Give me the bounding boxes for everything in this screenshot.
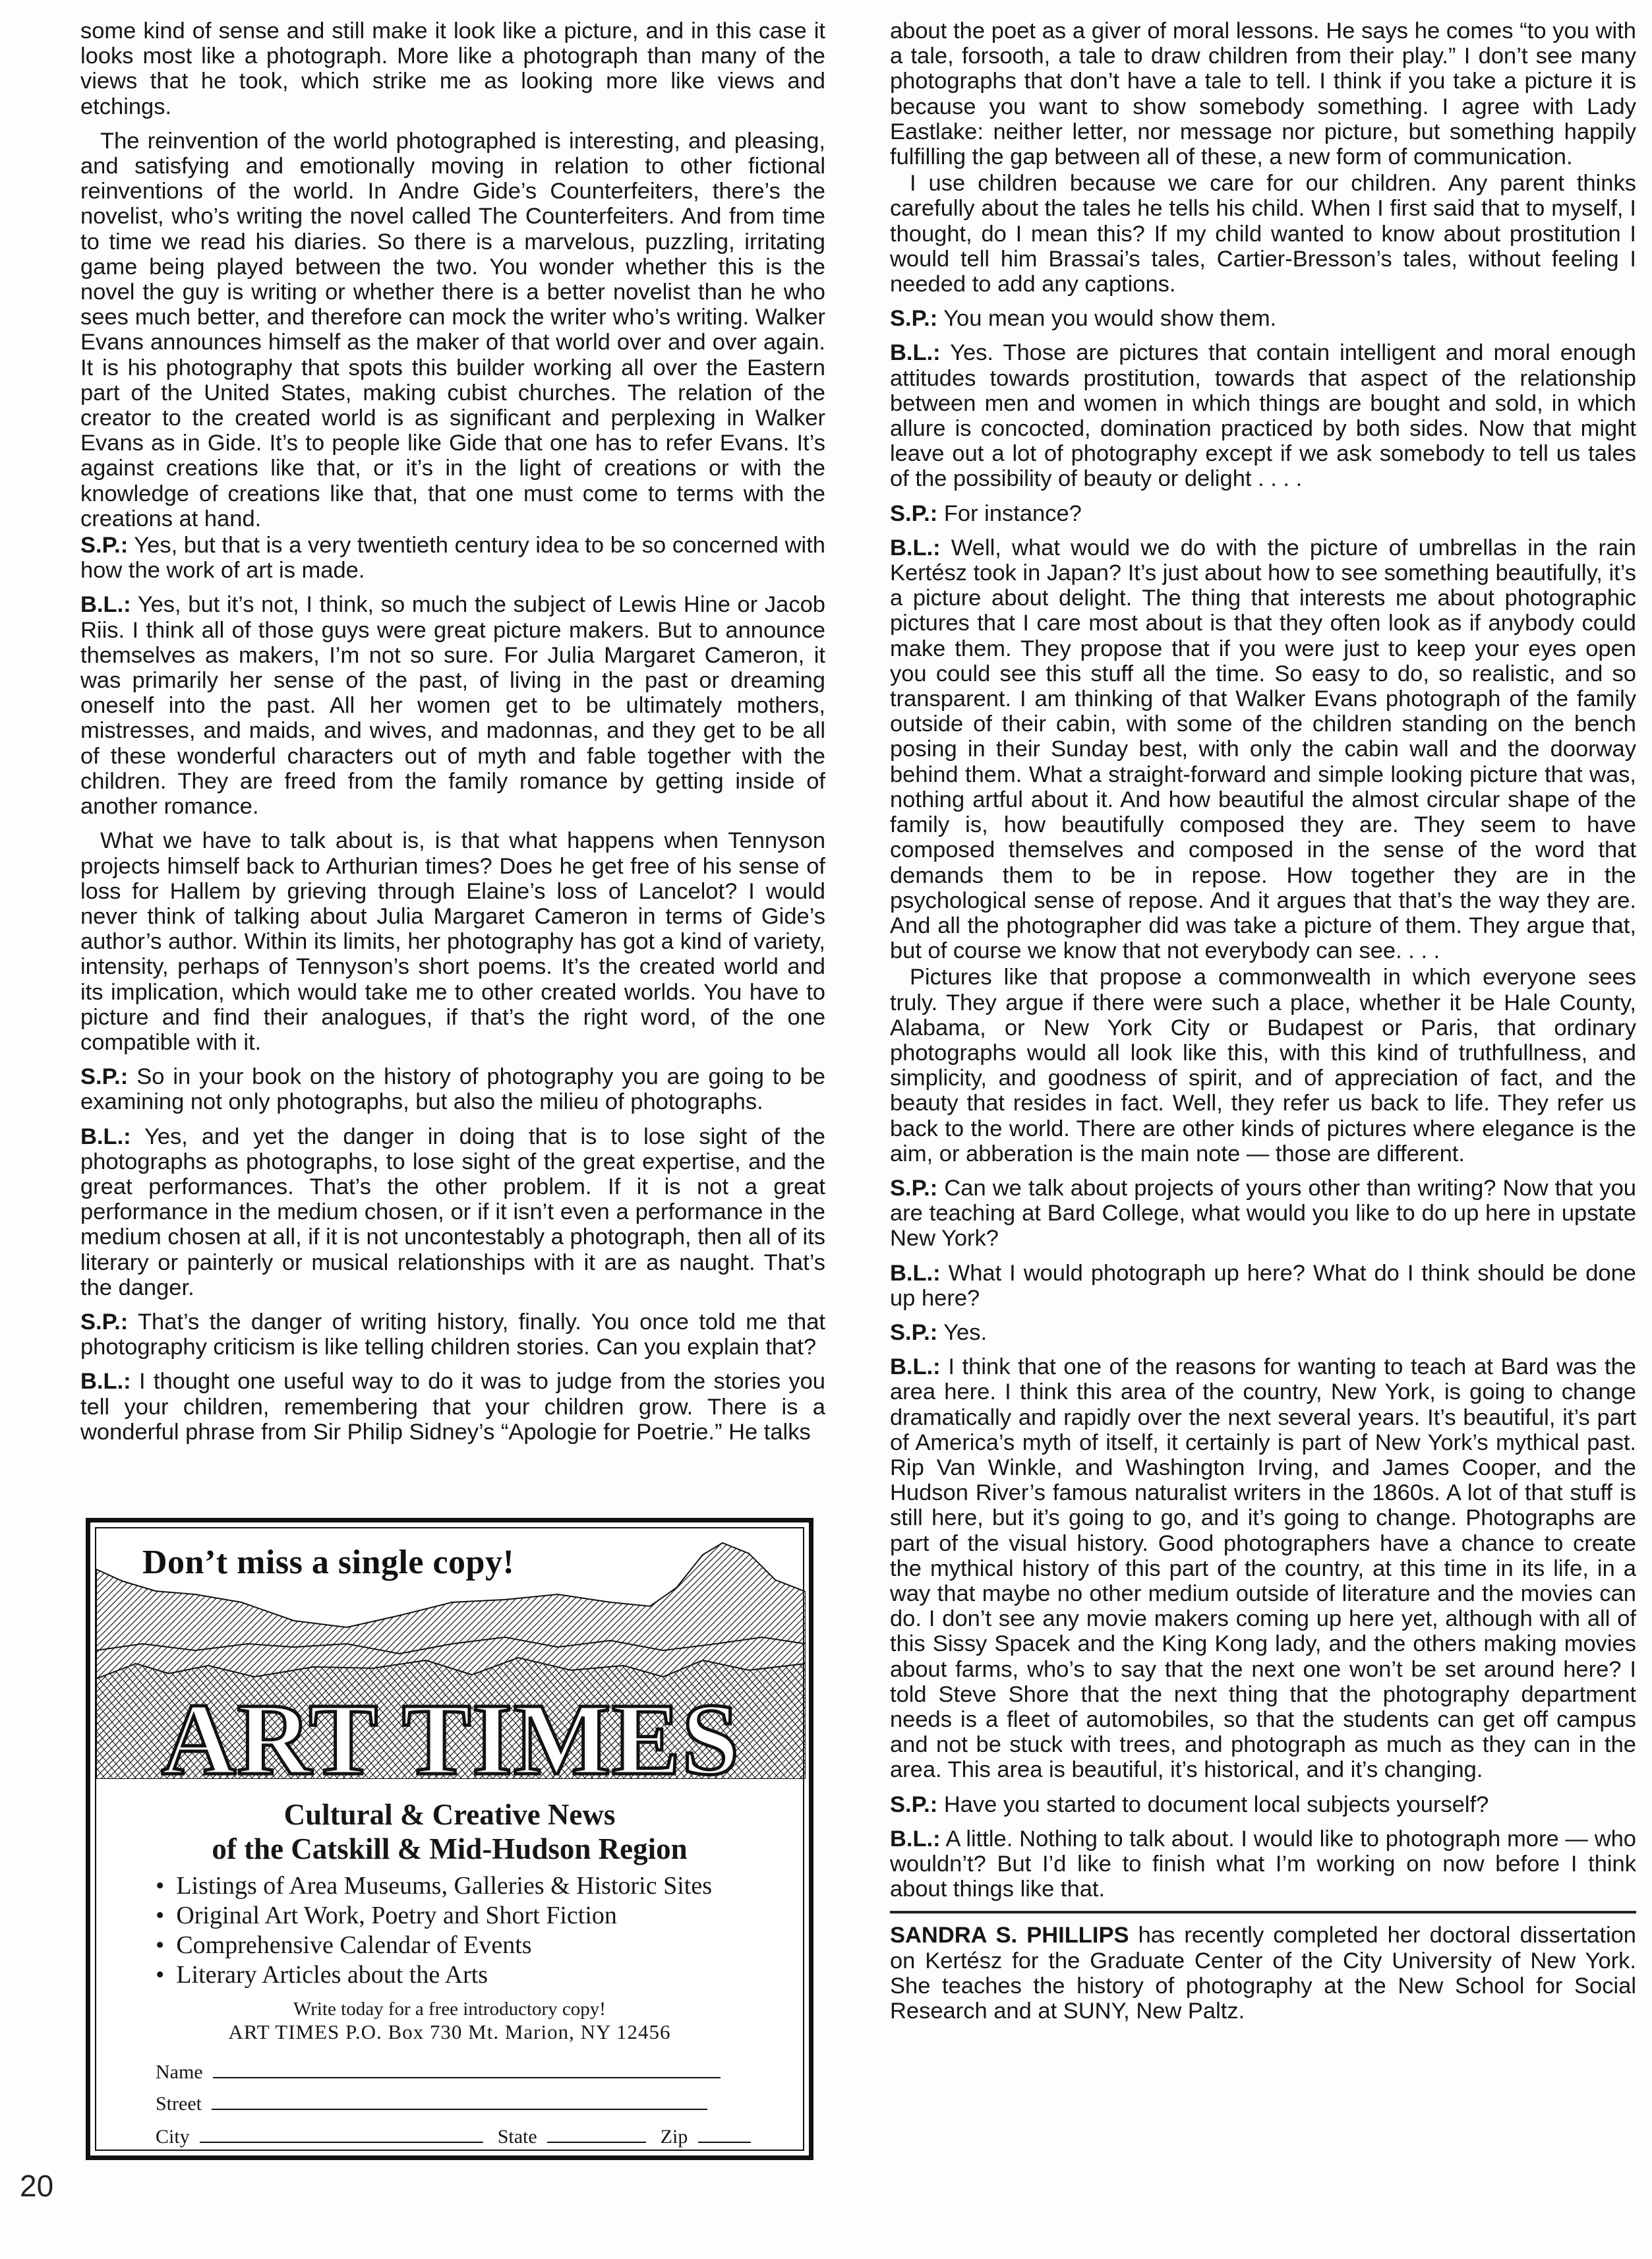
- state-line: [547, 2124, 646, 2143]
- author-name: SANDRA S. PHILLIPS: [890, 1923, 1129, 1948]
- ad-tagline: [96, 1797, 803, 1866]
- speaker-label: B.L.:: [890, 340, 941, 366]
- paragraph-text: I think that one of the reasons for wanting to teach at Bard was the area here. I think this area of the country, New York, is going to change dramatically and rapidly over the next several years. It’s beautiful, it’s part of America’s myth of itself, it certainly is part of New York’s mythical past. Rip Van Winkle, and Washington Irving, and James Cooper, and the Hudson River’s famous naturalist writers in the 1860s. A lot of that stuff is still here, but it’s going to go, and it’s going to change. Photographs are part of the visual history. Good photographers have a chance to create the mythical history of this part of the country, at this time in its life, in a way that maybe no other medium outside of literature and the movies can do. I don’t see any movie makers coming up here yet, although with all of this Sissy Spacek and the King Kong lady, and the others making movies about farms, who’s to say that the next one won’t be set around here? I told Steve Shore that the next thing that the photography department needs is a fleet of automobiles, so that the students can get off campus and not be stuck with trees, and photograph as much as they can in the area. This area is beautiful, it’s historical, and it’s changing.: [890, 1354, 1636, 1783]
- page-number: 20: [20, 2169, 54, 2203]
- paragraph-text: Yes. Those are pictures that contain intelligent and moral enough attitudes towards prostitution, towards that aspect of the relationship between men and women in which things are bought and sold, in which allure is concocted, domination practiced by both sides. Now that might leave out a lot of photography except if we ask somebody to tell us tales of the possibility of beauty or delight . . . .: [890, 340, 1636, 492]
- paragraph-text: about the poet as a giver of moral lessons. He says he comes “to you with a tale, forsooth, a tale to draw children from their play.” I don’t see many photographs that don’t have a tale to tell. I think if you take a picture it is because you want to show somebody something. I agree with Lady Eastlake: neither letter, nor message nor picture, but something happily fulfilling the gap between all of these, a new form of communication.: [890, 18, 1636, 170]
- speaker-label: S.P.:: [890, 1175, 938, 1201]
- ad-address: ART TIMES P.O. Box 730 Mt. Marion, NY 12456: [228, 2020, 671, 2043]
- form-row-city: [156, 2124, 751, 2148]
- speaker-label: B.L.:: [80, 1369, 131, 1395]
- paragraph-text: What I would photograph up here? What do I think should be done up here?: [890, 1260, 1636, 1311]
- ad-bullet-list: [156, 1871, 712, 1990]
- paragraph: [80, 592, 825, 819]
- ad-tagline-line-1: Cultural & Creative News: [283, 1798, 616, 1831]
- paragraph: [890, 1320, 1636, 1345]
- speaker-label: B.L.:: [80, 1124, 131, 1149]
- paragraph: [890, 501, 1636, 526]
- paragraph: [890, 965, 1636, 1166]
- speaker-label: B.L.:: [890, 1826, 941, 1852]
- right-column: [890, 18, 1636, 2033]
- paragraph: [890, 1261, 1636, 1311]
- speaker-label: S.P.:: [80, 533, 129, 558]
- art-times-masthead: ART TIMES: [161, 1682, 741, 1779]
- paragraph: [80, 533, 825, 583]
- form-label-street: Street: [156, 2093, 202, 2115]
- paragraph: [890, 171, 1636, 297]
- paragraph-text: Have you started to document local subjects yourself?: [943, 1792, 1489, 1817]
- paragraph: [890, 18, 1636, 169]
- speaker-label: S.P.:: [890, 1792, 938, 1817]
- speaker-label: S.P.:: [890, 306, 938, 332]
- speaker-label: B.L.:: [80, 592, 131, 618]
- form-label-zip: Zip: [660, 2126, 688, 2148]
- paragraph-text: some kind of sense and still make it look like a picture, and in this case it looks most like a photograph. More like a photograph than many of the views that he took, which strike me as looking more like views and etchings.: [80, 18, 825, 119]
- paragraph-text: Pictures like that propose a commonwealth in which everyone sees truly. They argue if there were such a place, whether it be Hale County, Alabama, or New York City or Budapest or Paris, that ordinary photographs would all look like this, with this kind of truthfullness, and simplicity, and goodness of spirit, and of appreciation of fact, and the beauty that resides in fact. Well, they refer us back to life. They refer us back to the world. There are other kinds of pictures where elegance is the aim, or abberation is the main note — those are different.: [890, 965, 1636, 1166]
- paragraph-text: Well, what would we do with the picture of umbrellas in the rain Kertész took in Japan? It’s just about how to see something beautifully, it’s a picture about delight. The thing that interests me about photographic pictures that I care most about is that they often look as if anybody could make them. They propose that if you were just to keep your eyes open you could see this stuff all the time. So easy to do, so realistic, and so transparent. I am thinking of that Walker Evans photograph of the family outside of their cabin, with some of the children standing on the bench posing in their Sunday best, with only the cabin wall and the doorway behind them. What a straight-forward and simple looking picture that was, nothing artful about it. And how beautiful the almost circular shape of the family is, how beautifully composed they are. They seem to have composed themselves and composed in the sense of the word that demands them to be in repose. How together they are in the psychological sense of repose. And it argues that that’s the way they are. And all the photographer did was take a picture of them. They argue that, but of course we know that not everybody can see. . . .: [890, 535, 1636, 964]
- paragraph-text: Yes, and yet the danger in doing that is to lose sight of the photographs as photographs, to lose sight of the great expertise, and the great performances. That’s the other problem. If it is not a great performance in the medium chosen, or if it isn’t even a performance in the medium chosen at all, if it is not uncontestably a photograph, then all of its literary or painterly or musical relationships with it are as naught. That’s the danger.: [80, 1124, 825, 1300]
- form-row-street: [156, 2092, 707, 2115]
- paragraph-text: You mean you would show them.: [943, 306, 1277, 332]
- speaker-label: S.P.:: [890, 500, 938, 526]
- ad-inner-frame: [95, 1527, 804, 2151]
- form-label-city: City: [156, 2126, 190, 2148]
- paragraph: [890, 535, 1636, 963]
- form-label-name: Name: [156, 2061, 203, 2083]
- ad-headline: Don’t miss a single copy!: [142, 1544, 515, 1581]
- paragraph: [80, 1369, 825, 1445]
- speaker-label: S.P.:: [890, 1319, 938, 1345]
- paragraph: [890, 1176, 1636, 1251]
- paragraph: [890, 340, 1636, 491]
- ad-bullet: • Original Art Work, Poetry and Short Fiction: [156, 1901, 712, 1931]
- speaker-label: B.L.:: [890, 1354, 941, 1380]
- paragraph-text: I use children because we care for our children. Any parent thinks carefully about the tales he tells his child. When I first said that to myself, I thought, do I mean this? If my child wanted to know about prostitution I would tell him Brassai’s tales, Cartier-Bresson’s tales, without feeling I needed to add any captions.: [890, 171, 1636, 297]
- paragraph-text: For instance?: [943, 500, 1082, 526]
- paragraph: [890, 1792, 1636, 1817]
- author-bio-text: has recently completed her doctoral dissertation on Kertész for the Graduate Center of the City University of New York. She teaches the history of photography at the New School for Social Research and at SUNY, New Paltz.: [890, 1923, 1636, 2024]
- form-row-name: [156, 2060, 721, 2084]
- ad-bullet: • Listings of Area Museums, Galleries & Historic Sites: [156, 1871, 712, 1901]
- paragraph-text: Yes, but it’s not, I think, so much the subject of Lewis Hine or Jacob Riis. I think all of those guys were great picture makers. But to announce themselves as makers, I’m not so sure. For Julia Margaret Cameron, it was primarily her sense of the past, of living in the past or dreaming oneself into the past. All her women get to be ultimately mothers, mistresses, and maids, and wives, and madonnas, and they get to be all of these wonderful characters out of myth and fable together with the children. They are freed from the family romance by getting inside of another romance.: [80, 592, 825, 820]
- ad-write-today: Write today for a free introductory copy!: [293, 1999, 606, 2020]
- paragraph-text: I thought one useful way to do it was to judge from the stories you tell your children, remembering that your children grow. There is a wonderful phrase from Sir Philip Sidney’s “Apologie for Poetrie.” He talks: [80, 1369, 825, 1445]
- paragraph-text: Yes, but that is a very twentieth century idea to be so concerned with how the work of art is made.: [80, 533, 825, 584]
- ad-bullet: • Comprehensive Calendar of Events: [156, 1931, 712, 1960]
- speaker-label: B.L.:: [890, 1260, 941, 1286]
- left-column: [80, 18, 825, 1454]
- speaker-label: B.L.:: [890, 535, 941, 560]
- name-line: [213, 2060, 721, 2078]
- paragraph: [890, 306, 1636, 331]
- street-line: [212, 2092, 707, 2110]
- paragraph-text: The reinvention of the world photographed is interesting, and pleasing, and satisfying and emotionally moving in relation to other fictional reinventions of the world. In Andre Gide’s Counterfeiters, there’s the novelist, who’s writing the novel called The Counterfeiters. And from time to time we read his diaries. So there is a marvelous, puzzling, irritating game being played between the two. You wonder whether this is the novel the guy is writing or whether there is a better novelist than he who sees much better, and therefore can mock the writer who’s writing. Walker Evans announces himself as the maker of that world over and over again. It is his photography that spots this builder working all over the Eastern part of the United States, making cubist churches. The relation of the creator to the created world is as significant and perplexing in Walker Evans as in Gide. It’s to people like Gide that one has to refer Evans. It’s against creations like that, or it’s in the light of creations or with the knowledge of creations like that, that one must come to terms with the creations at hand.: [80, 128, 825, 531]
- paragraph-text: A little. Nothing to talk about. I would like to photograph more — who wouldn’t? But I’d like to finish what I’m working on now before I think about things like that.: [890, 1826, 1636, 1902]
- paragraph: [890, 1354, 1636, 1782]
- speaker-label: S.P.:: [80, 1309, 129, 1335]
- paragraph: [80, 129, 825, 531]
- art-times-ad: [86, 1518, 813, 2160]
- paragraph: [80, 18, 825, 119]
- paragraph-text: That’s the danger of writing history, finally. You once told me that photography criticism is like telling children stories. Can you explain that?: [80, 1309, 825, 1360]
- paragraph: [80, 1124, 825, 1300]
- paragraph-text: What we have to talk about is, is that what happens when Tennyson projects himself back to Arthurian times? Does he get free of his sense of loss for Hallem by grieving through Elaine’s loss of Lancelot? I would never think of talking about Julia Margaret Cameron in terms of Gide’s author’s author. Within its limits, her photography has got a kind of variety, intensity, perhaps of Tennyson’s short poems. It’s the created world and its implication, which would take me to other created worlds. You have to picture and find their analogues, if that’s the right word, of the one compatible with it.: [80, 828, 825, 1055]
- paragraph: [890, 1826, 1636, 1902]
- zip-line: [698, 2124, 751, 2143]
- paragraph: [80, 828, 825, 1055]
- author-bio: [890, 1911, 1636, 2024]
- form-label-state: State: [497, 2126, 537, 2148]
- paragraph: [80, 1064, 825, 1114]
- ad-tagline-line-2: of the Catskill & Mid-Hudson Region: [212, 1832, 688, 1865]
- speaker-label: S.P.:: [80, 1064, 129, 1090]
- ad-bullet: • Literary Articles about the Arts: [156, 1960, 712, 1990]
- paragraph-text: Yes.: [943, 1319, 988, 1345]
- paragraph-text: So in your book on the history of photography you are going to be examining not only photographs, but also the milieu of photographs.: [80, 1064, 825, 1115]
- city-line: [200, 2124, 483, 2143]
- paragraph-text: Can we talk about projects of yours other than writing? Now that you are teaching at Bard College, what would you like to do up here in upstate New York?: [890, 1175, 1636, 1251]
- paragraph: [80, 1310, 825, 1360]
